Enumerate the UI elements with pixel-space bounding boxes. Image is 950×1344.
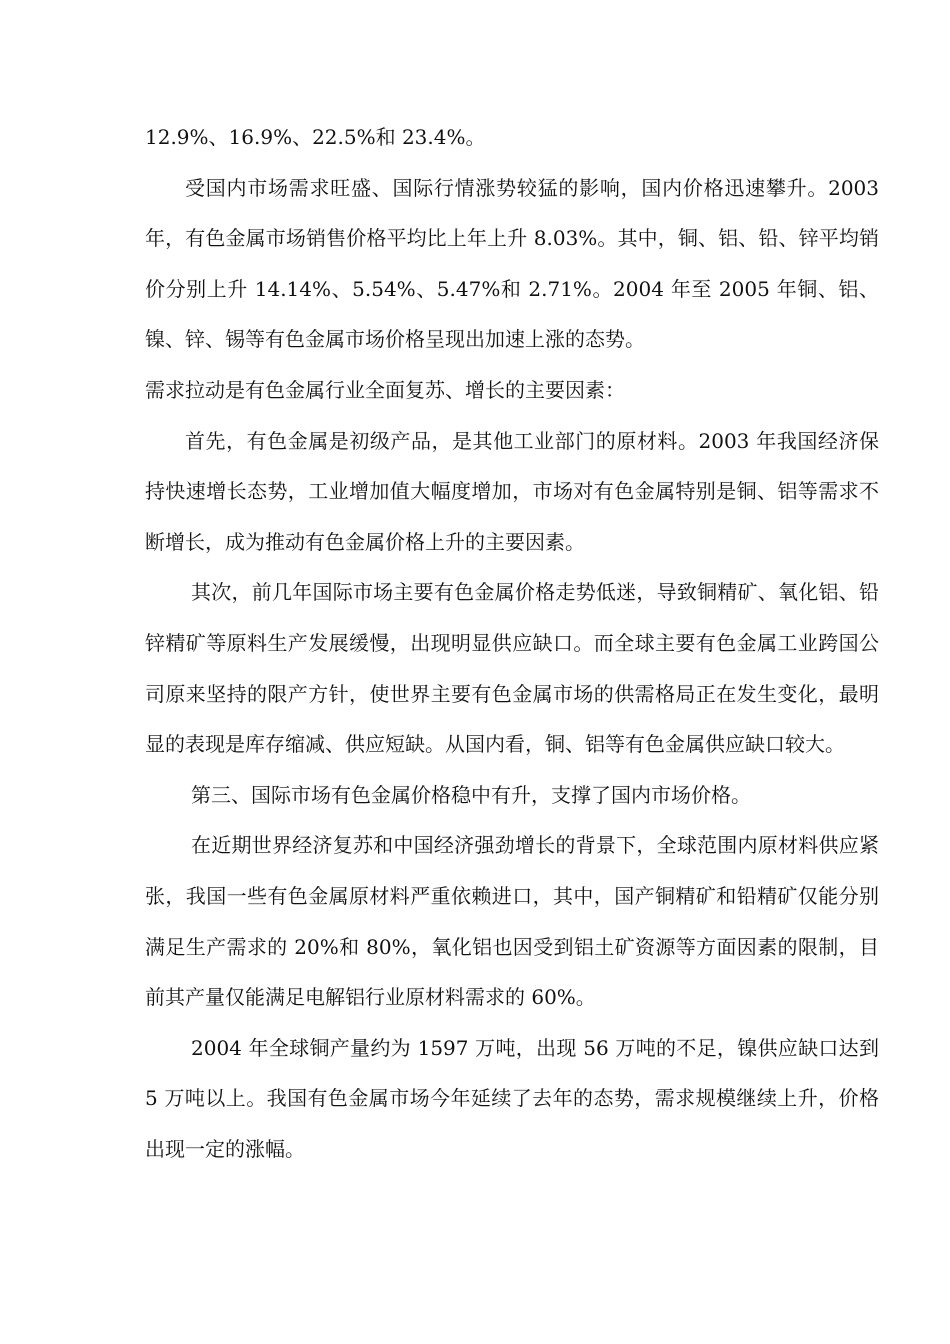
paragraph-first-reason: 首先，有色金属是初级产品，是其他工业部门的原材料。2003 年我国经济保持快速增长态势，工业增加值大幅度增加，市场对有色金属特别是铜、铝等需求不断增长，成为推动有色金属价格上升的主要因素。 bbox=[145, 428, 879, 554]
paragraph-global-copper: 2004 年全球铜产量约为 1597 万吨，出现 56 万吨的不足，镍供应缺口达到 5 万吨以上。我国有色金属市场今年延续了去年的态势，需求规模继续上升，价格出现一定的涨幅。 bbox=[145, 1035, 879, 1161]
paragraph-continuation: 12.9%、16.9%、22.5%和 23.4%。 bbox=[145, 125, 486, 149]
paragraph-demand-heading: 需求拉动是有色金属行业全面复苏、增长的主要因素： bbox=[145, 377, 625, 402]
paragraph-supply-tension: 在近期世界经济复苏和中国经济强劲增长的背景下，全球范围内原材料供应紧张，我国一些有色金属原材料严重依赖进口，其中，国产铜精矿和铅精矿仅能分别满足生产需求的 20%和 80%，氧化铝也因受到铝土矿资源等方面因素的限制，目前其产量仅能满足电解铝行业原材料需求的 60%。 bbox=[145, 833, 879, 1010]
paragraph-third-reason: 第三、国际市场有色金属价格稳中有升，支撑了国内市场价格。 bbox=[191, 782, 751, 807]
paragraph-price-rise: 受国内市场需求旺盛、国际行情涨势较猛的影响，国内价格迅速攀升。2003 年，有色金属市场销售价格平均比上年上升 8.03%。其中，铜、铝、铅、锌平均销价分别上升 14.14%、5.54%、5.47%和 2.71%。2004 年至 2005 年铜、铝、镍、锌、锡等有色金属市场价格呈现出加速上涨的态势。 bbox=[145, 175, 879, 352]
document-body bbox=[145, 112, 879, 1174]
paragraph-second-reason: 其次，前几年国际市场主要有色金属价格走势低迷，导致铜精矿、氧化铝、铅锌精矿等原料生产发展缓慢，出现明显供应缺口。而全球主要有色金属工业跨国公司原来坚持的限产方针，使世界主要有色金属市场的供需格局正在发生变化，最明显的表现是库存缩减、供应短缺。从国内看，铜、铝等有色金属供应缺口较大。 bbox=[145, 580, 879, 757]
